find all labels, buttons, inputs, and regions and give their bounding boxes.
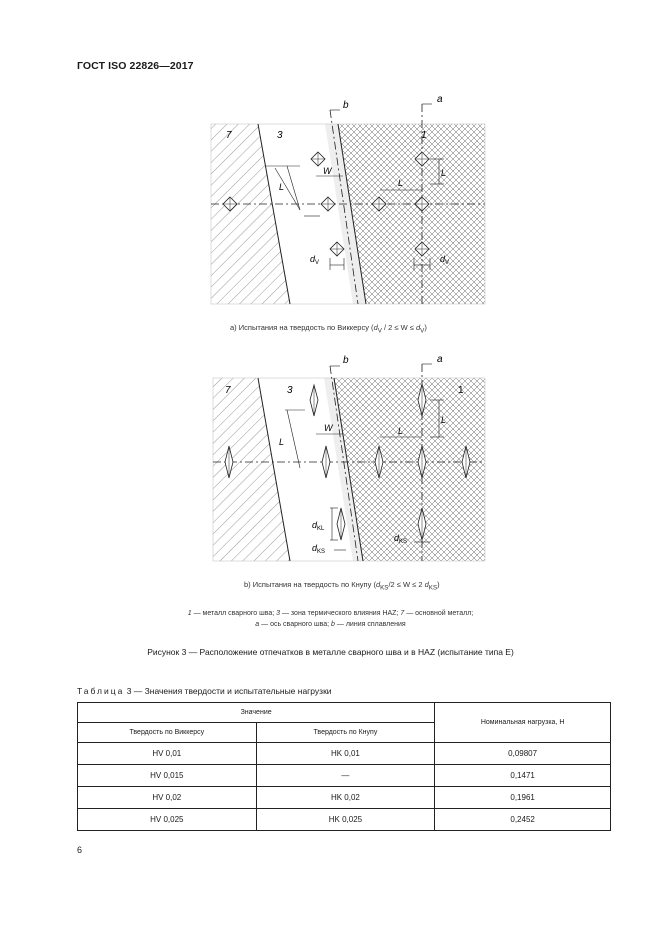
label-W: W — [323, 166, 332, 176]
label-dV: $d_V$ — [310, 254, 320, 266]
label-L-horizontal: L — [398, 178, 404, 188]
table-title: Таблица 3 — Значения твердости и испытательные нагрузки — [77, 686, 332, 696]
label-L-vertical: L — [441, 415, 447, 425]
figure-a-caption: a) Испытания на твердость по Виккерсу $(d_V / 2 \le W \le d_V)$ — [230, 323, 427, 335]
label-zone-3: 3 — [277, 130, 283, 141]
header-load: Номинальная нагрузка, Н — [435, 703, 611, 743]
header-vickers: Твердость по Виккерсу — [78, 723, 257, 743]
page-number: 6 — [77, 845, 83, 855]
figure-legend-line-1: 1 — металл сварного шва; 3 — зона термического влияния HAZ; 7 — основной металл; — [187, 610, 474, 617]
label-W: W — [324, 423, 333, 433]
table-row: HV 0,025 HK 0,025 0,2452 — [78, 809, 611, 831]
label-dKS-weld: $d_{KS}$ — [394, 533, 408, 545]
label-L: L — [279, 182, 285, 192]
label-a: a — [437, 95, 443, 105]
label-dV-weld: $d_V$ — [440, 254, 450, 266]
figure-b-knoop-diagram — [200, 350, 500, 570]
label-zone-1: 1 — [421, 130, 427, 141]
label-dKS: $d_{KS}$ — [312, 543, 326, 555]
figure-a-regions — [211, 124, 485, 304]
label-L: L — [279, 437, 285, 447]
hardness-table — [77, 702, 611, 831]
label-zone-1: 1 — [458, 385, 464, 396]
label-b: b — [343, 355, 349, 366]
label-L-horizontal: L — [398, 426, 404, 436]
document-header: ГОСТ ISO 22826—2017 — [77, 60, 194, 72]
figure-b-caption: b) Испытания на твердость по Кнупу ($d_{KS}/2 \le W \le 2$ $d_{KS}$) — [244, 580, 440, 592]
table-row: HV 0,01 HK 0,01 0,09807 — [78, 743, 611, 765]
label-dKL: $d_{KL}$ — [312, 520, 325, 532]
label-L-vertical: L — [441, 168, 447, 178]
label-zone-3: 3 — [287, 385, 293, 396]
table-row: HV 0,015 — 0,1471 — [78, 765, 611, 787]
label-b: b — [343, 100, 349, 111]
figure-a-vickers-diagram — [200, 95, 500, 310]
label-zone-7: 7 — [226, 130, 232, 141]
figure-legend-line-2: a — ось сварного шва; b — линия сплавления — [255, 621, 406, 628]
label-zone-7: 7 — [225, 385, 231, 396]
table-row: HV 0,02 HK 0,02 0,1961 — [78, 787, 611, 809]
figure-title: Рисунок 3 — Расположение отпечатков в металле сварного шва и в HAZ (испытание типа Е) — [147, 647, 514, 657]
header-knoop: Твердость по Кнупу — [256, 723, 435, 743]
label-a: a — [437, 354, 443, 365]
header-group-value: Значение — [78, 703, 435, 723]
